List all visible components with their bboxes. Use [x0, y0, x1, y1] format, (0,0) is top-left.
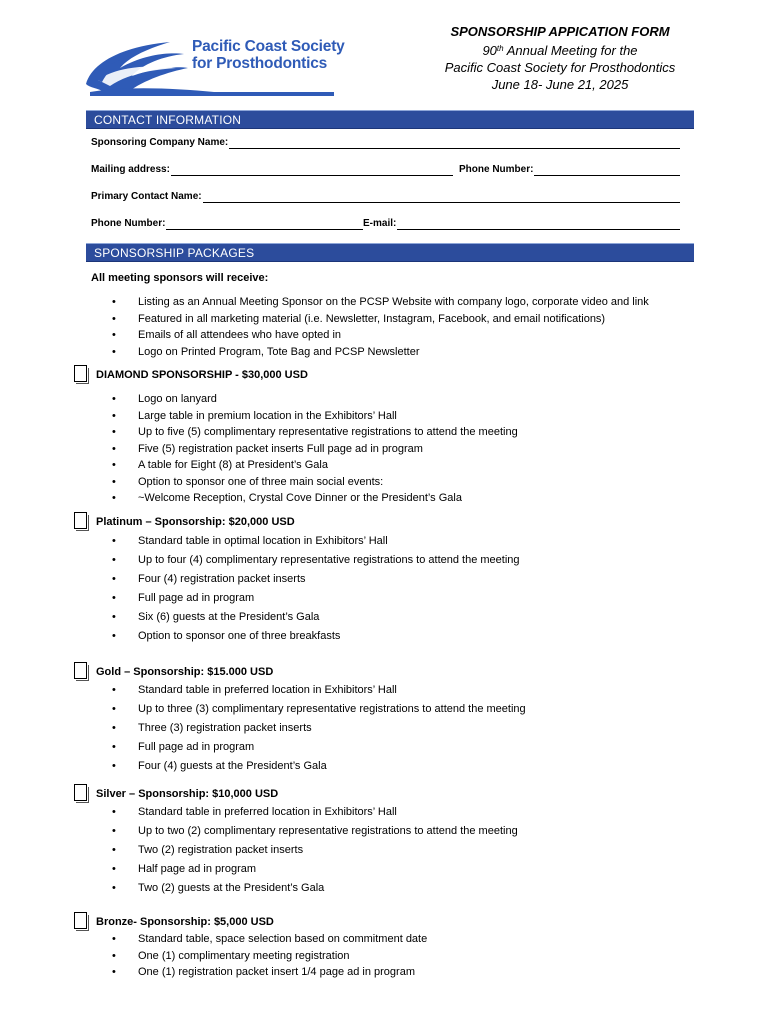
- platinum-benefits-list: [112, 532, 520, 646]
- list-item: • Standard table in preferred location in Exhibitors’ Hall: [112, 803, 518, 822]
- email-field[interactable]: [363, 218, 680, 230]
- meeting-number: 90: [482, 43, 497, 58]
- bronze-checkbox[interactable]: [74, 912, 87, 929]
- list-item: • Listing as an Annual Meeting Sponsor on the PCSP Website with company logo, corporate video and link: [112, 294, 649, 311]
- list-item: • Four (4) registration packet inserts: [112, 570, 520, 589]
- logo-line-1: Pacific Coast Society: [192, 38, 345, 55]
- phone-number-field[interactable]: [459, 164, 680, 176]
- contact-phone-label: Phone Number:: [91, 218, 166, 229]
- email-line[interactable]: [397, 219, 680, 230]
- meeting-text: Annual Meeting for the: [503, 43, 638, 58]
- email-label: E-mail:: [363, 218, 397, 229]
- phone-number-label: Phone Number:: [459, 164, 534, 175]
- platinum-checkbox[interactable]: [74, 512, 87, 529]
- list-item: • Up to five (5) complimentary representative registrations to attend the meeting: [112, 424, 518, 441]
- list-item: • Three (3) registration packet inserts: [112, 719, 526, 738]
- contact-phone-line[interactable]: [166, 219, 363, 230]
- all-sponsors-intro: All meeting sponsors will receive:: [91, 272, 269, 284]
- meeting-dates: June 18- June 21, 2025: [491, 77, 629, 92]
- list-item: • Featured in all marketing material (i.e. Newsletter, Instagram, Facebook, and email notifications): [112, 311, 649, 328]
- list-item: • Full page ad in program: [112, 589, 520, 608]
- list-item: • One (1) complimentary meeting registration: [112, 948, 427, 965]
- contact-section-header: CONTACT INFORMATION: [86, 110, 694, 129]
- list-item: • Large table in premium location in the Exhibitors’ Hall: [112, 408, 518, 425]
- list-item: • Option to sponsor one of three main social events:: [112, 474, 518, 491]
- list-item: • Up to three (3) complimentary representative registrations to attend the meeting: [112, 700, 526, 719]
- list-item: • Four (4) guests at the President’s Gala: [112, 757, 526, 776]
- list-item: • Logo on lanyard: [112, 391, 518, 408]
- list-item: • A table for Eight (8) at President’s Gala: [112, 457, 518, 474]
- company-name-line[interactable]: [229, 138, 680, 149]
- silver-checkbox[interactable]: [74, 784, 87, 801]
- org-name: Pacific Coast Society for Prosthodontics: [444, 60, 676, 75]
- mailing-address-label: Mailing address:: [91, 164, 170, 175]
- logo-line-2: for Prosthodontics: [192, 55, 328, 72]
- form-title: SPONSORSHIP APPICATION FORM: [450, 24, 670, 39]
- bronze-title: Bronze- Sponsorship: $5,000 USD: [96, 916, 274, 928]
- phone-number-line[interactable]: [534, 165, 680, 176]
- packages-section-header: SPONSORSHIP PACKAGES: [86, 243, 694, 262]
- meeting-ordinal: th: [496, 44, 504, 53]
- list-item: • Option to sponsor one of three breakfasts: [112, 627, 520, 646]
- company-name-field[interactable]: [91, 137, 680, 149]
- list-item: • One (1) registration packet insert 1/4 page ad in program: [112, 964, 427, 981]
- form-title-block: [380, 23, 740, 93]
- list-item: • ~Welcome Reception, Crystal Cove Dinner or the President’s Gala: [112, 490, 518, 507]
- silver-title: Silver – Sponsorship: $10,000 USD: [96, 788, 279, 800]
- platinum-title: Platinum – Sponsorship: $20,000 USD: [96, 516, 295, 528]
- mailing-address-field[interactable]: [91, 164, 453, 176]
- list-item: • Standard table in optimal location in Exhibitors’ Hall: [112, 532, 520, 551]
- bronze-benefits-list: [112, 931, 427, 981]
- list-item: • Up to four (4) complimentary representative registrations to attend the meeting: [112, 551, 520, 570]
- diamond-title: DIAMOND SPONSORSHIP - $30,000 USD: [96, 369, 308, 381]
- all-benefits-list: [112, 294, 649, 360]
- diamond-benefits-list: [112, 391, 518, 507]
- list-item: • Two (2) registration packet inserts: [112, 841, 518, 860]
- list-item: • Two (2) guests at the President’s Gala: [112, 879, 518, 898]
- list-item: • Emails of all attendees who have opted in: [112, 327, 649, 344]
- company-name-label: Sponsoring Company Name:: [91, 137, 229, 148]
- primary-contact-label: Primary Contact Name:: [91, 191, 202, 202]
- list-item: • Six (6) guests at the President’s Gala: [112, 608, 520, 627]
- gold-checkbox[interactable]: [74, 662, 87, 679]
- list-item: • Five (5) registration packet inserts Full page ad in program: [112, 441, 518, 458]
- list-item: • Half page ad in program: [112, 860, 518, 879]
- diamond-checkbox[interactable]: [74, 365, 87, 382]
- contact-phone-field[interactable]: [91, 218, 363, 230]
- mailing-address-line[interactable]: [171, 165, 453, 176]
- gold-benefits-list: [112, 681, 526, 776]
- gold-title: Gold – Sponsorship: $15.000 USD: [96, 666, 274, 678]
- list-item: • Standard table, space selection based on commitment date: [112, 931, 427, 948]
- primary-contact-line[interactable]: [203, 192, 680, 203]
- list-item: • Full page ad in program: [112, 738, 526, 757]
- meeting-line: [380, 40, 740, 59]
- list-item: • Logo on Printed Program, Tote Bag and PCSP Newsletter: [112, 344, 649, 361]
- logo-text: [192, 38, 345, 72]
- list-item: • Up to two (2) complimentary representative registrations to attend the meeting: [112, 822, 518, 841]
- primary-contact-field[interactable]: [91, 191, 680, 203]
- silver-benefits-list: [112, 803, 518, 898]
- list-item: • Standard table in preferred location in Exhibitors’ Hall: [112, 681, 526, 700]
